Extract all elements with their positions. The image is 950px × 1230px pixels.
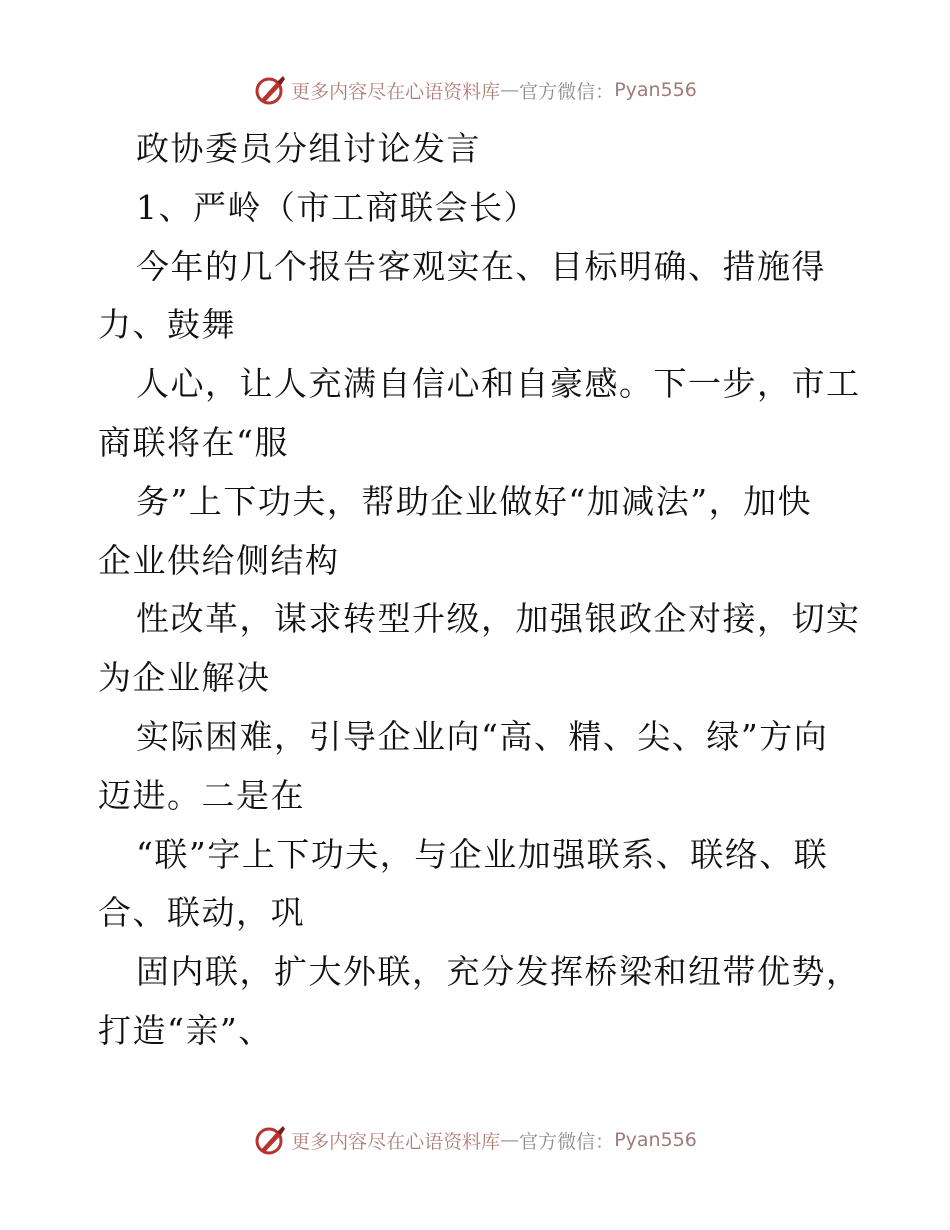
- text-line: 为企业解决: [98, 658, 271, 698]
- text-line: 迈进。二是在: [98, 775, 305, 815]
- footer-watermark: [0, 1120, 950, 1160]
- watermark-wechat-label: 官方微信：: [519, 1130, 615, 1153]
- text-line: 企业供给侧结构: [98, 540, 340, 580]
- text-line: 实际困难，引导企业向“高、精、尖、绿”方向: [136, 716, 829, 756]
- text-line: 商联将在“服: [98, 422, 289, 462]
- text-line: 力、鼓舞: [98, 305, 236, 345]
- text-line: 合、联动，巩: [98, 893, 305, 933]
- speaker-heading: 1、严岭（市工商联会长）: [136, 187, 538, 227]
- text-line: 打造“亲”、: [98, 1010, 273, 1050]
- text-line: 固内联，扩大外联，充分发挥桥梁和纽带优势，: [136, 952, 861, 992]
- document-body: [98, 120, 861, 1061]
- watermark-wechat-label: 官方微信：: [519, 80, 615, 103]
- watermark-separator: —: [500, 1129, 520, 1151]
- text-line: 性改革，谋求转型升级，加强银政企对接，切实: [136, 599, 861, 639]
- text-line: 务”上下功夫，帮助企业做好“加减法”，加快: [136, 481, 813, 521]
- watermark-wechat-id: Pyan556: [614, 1129, 697, 1151]
- text-line: 人心，让人充满自信心和自豪感。下一步，市工: [136, 364, 861, 404]
- text-line: 今年的几个报告客观实在、目标明确、措施得: [136, 246, 826, 286]
- watermark-text: 更多内容尽在心语资料库: [291, 1130, 501, 1153]
- header-watermark: [0, 70, 950, 110]
- pen-logo-icon: [253, 1123, 287, 1157]
- pen-logo-icon: [253, 73, 287, 107]
- text-line: “联”字上下功夫，与企业加强联系、联络、联: [136, 834, 829, 874]
- watermark-separator: —: [500, 79, 520, 101]
- document-title: 政协委员分组讨论发言: [136, 129, 481, 168]
- watermark-wechat-id: Pyan556: [614, 79, 697, 101]
- watermark-text: 更多内容尽在心语资料库: [291, 80, 501, 103]
